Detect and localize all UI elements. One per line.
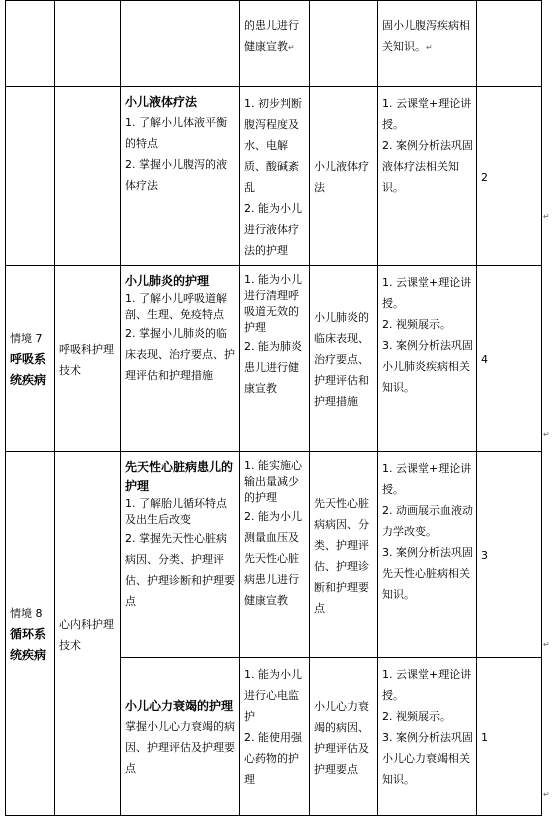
hours-cell — [477, 452, 542, 658]
table-row — [6, 87, 542, 266]
key-text: 小儿心力衰竭的病因、护理评估及护理要点 — [314, 699, 369, 776]
situation-cell — [6, 1, 55, 87]
table-row — [6, 452, 542, 658]
goal-cell — [240, 452, 310, 658]
key-text: 小儿液体疗法 — [314, 160, 369, 194]
key-text: 小儿肺炎的临床表现、治疗要点、护理评估和护理措施 — [314, 311, 369, 408]
hours-cell — [477, 266, 542, 452]
topic-title: 小儿肺炎的护理 — [125, 274, 210, 288]
hours-value: 2 — [481, 170, 488, 184]
key-cell — [310, 87, 378, 266]
module-text: 呼吸科护理技术 — [59, 342, 114, 377]
module-cell — [55, 1, 121, 87]
goal-item: 2. 能使用强心药物的护理 — [244, 731, 302, 786]
hours-cell — [477, 87, 542, 266]
module-text: 心内科护理技术 — [59, 617, 114, 652]
key-cell — [310, 1, 378, 87]
topic-cell — [121, 658, 240, 816]
key-cell — [310, 452, 378, 658]
method-cell — [378, 658, 477, 816]
situation-name: 循环系统疾病 — [10, 627, 47, 662]
hours-value: 4 — [481, 353, 488, 366]
goal-item: 1. 能为小儿进行清理呼吸道无效的护理 — [244, 273, 302, 334]
hours-value: 3 — [481, 549, 488, 562]
situation-number: 情境 7 — [10, 332, 43, 345]
topic-cell — [121, 1, 240, 87]
table-row — [6, 266, 542, 452]
row-end-mark: ↵ — [543, 790, 550, 799]
hours-cell — [477, 1, 542, 87]
method-item: 1. 云课堂+理论讲授。 — [382, 668, 472, 702]
method-item: 1. 云课堂+理论讲授。 — [382, 276, 472, 310]
method-cell — [378, 87, 477, 266]
row-end-mark: ↵ — [543, 430, 550, 439]
module-cell — [55, 452, 121, 816]
topic-cell — [121, 266, 240, 452]
goal-text: 的患儿进行健康宣教 — [244, 19, 299, 53]
goal-item: 1. 能为小儿进行心电监护 — [244, 668, 302, 723]
situation-name: 呼吸系统疾病 — [10, 352, 47, 387]
table-row — [6, 1, 542, 87]
goal-cell: 的患儿进行健康宣教↵ — [240, 1, 310, 87]
content-item: 1. 了解胎儿循环特点及出生后改变 — [125, 497, 227, 526]
topic-cell — [121, 452, 240, 658]
goal-cell — [240, 87, 310, 266]
goal-item: 1. 能实施心输出量减少的护理 — [244, 459, 302, 504]
situation-cell — [6, 452, 55, 816]
method-cell — [378, 452, 477, 658]
hours-value: 1 — [481, 731, 488, 744]
content-item: 掌握小儿心力衰竭的病因、护理评估及护理要点 — [125, 719, 235, 775]
row-end-mark: ↵ — [543, 640, 550, 649]
goal-item: 1. 初步判断腹泻程度及水、电解质、酸碱紊乱 — [244, 97, 302, 194]
situation-cell — [6, 87, 55, 266]
method-item: 3. 案例分析法巩固先天性心脏病相关知识。 — [382, 546, 473, 601]
goal-cell — [240, 658, 310, 816]
method-item: 1. 云课堂+理论讲授。 — [382, 462, 472, 496]
goal-item: 2. 能为小儿测量血压及先天性心脏病患儿进行健康宣教 — [244, 510, 302, 607]
topic-title: 小儿液体疗法 — [125, 95, 198, 109]
key-text: 先天性心脏病病因、分类、护理评估、护理诊断和护理要点 — [314, 496, 369, 615]
method-item: 3. 案例分析法巩固小儿肺炎疾病相关知识。 — [382, 339, 473, 394]
situation-cell — [6, 266, 55, 452]
key-cell — [310, 658, 378, 816]
key-cell — [310, 266, 378, 452]
method-text: 固小儿腹泻疾病相关知识。 — [382, 19, 470, 53]
method-item: 2. 视频展示。 — [382, 710, 451, 723]
topic-title: 小儿心力衰竭的护理 — [125, 698, 234, 713]
situation-number: 情境 8 — [10, 607, 43, 620]
method-item: 2. 案例分析法巩固液体疗法相关知识。 — [382, 139, 473, 194]
method-cell: 固小儿腹泻疾病相关知识。↵ — [378, 1, 477, 87]
method-item: 2. 视频展示。 — [382, 318, 451, 331]
module-cell — [55, 266, 121, 452]
method-item: 1. 云课堂+理论讲授。 — [382, 97, 472, 131]
row-end-mark: ↵ — [543, 212, 550, 221]
method-item: 2. 动画展示血液动力学改变。 — [382, 504, 473, 538]
topic-title: 先天性心脏病患儿的护理 — [125, 460, 234, 493]
goal-item: 2. 能为小儿进行液体疗法的护理 — [244, 202, 302, 257]
goal-item: 2. 能为肺炎患儿进行健康宣教 — [244, 340, 302, 395]
content-item: 2. 掌握先天性心脏病病因、分类、护理评估、护理诊断和护理要点 — [125, 532, 235, 608]
method-item: 3. 案例分析法巩固小儿心力衰竭相关知识。 — [382, 731, 473, 786]
module-cell — [55, 87, 121, 266]
topic-cell — [121, 87, 240, 266]
content-item: 2. 掌握小儿肺炎的临床表现、治疗要点、护理评估和护理措施 — [125, 327, 235, 382]
curriculum-table — [5, 0, 542, 816]
content-item: 1. 了解小儿体液平衡的特点 — [125, 116, 227, 150]
hours-cell — [477, 658, 542, 816]
content-item: 1. 了解小儿呼吸道解剖、生理、免疫特点 — [125, 292, 227, 321]
method-cell — [378, 266, 477, 452]
goal-cell — [240, 266, 310, 452]
content-item: 2. 掌握小儿腹泻的液体疗法 — [125, 158, 227, 192]
